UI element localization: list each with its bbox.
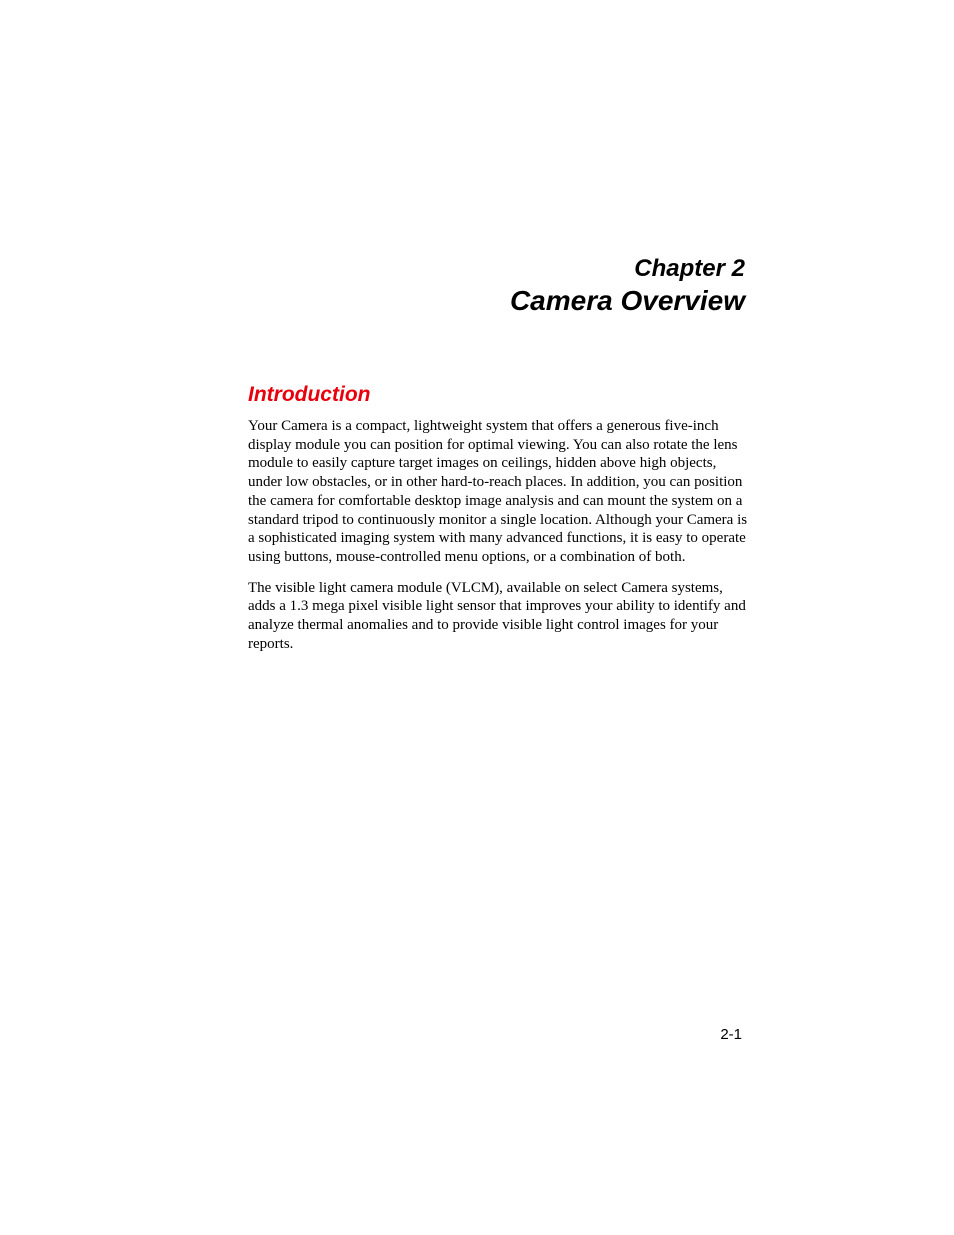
chapter-title: Camera Overview	[509, 285, 745, 316]
section-body	[248, 417, 748, 665]
section-heading: Introduction	[248, 383, 371, 406]
paragraph: The visible light camera module (VLCM), available on select Camera systems, adds a 1.3 mega pixel visible light sensor that improves your ability to identify and analyze thermal anomalies and to provide visible light control images for your reports.	[248, 579, 746, 652]
page-number: 2-1	[720, 1026, 742, 1043]
chapter-heading	[510, 254, 745, 317]
chapter-number: Chapter 2	[634, 255, 745, 282]
paragraph: Your Camera is a compact, lightweight system that offers a generous five-inch display module you can position for optimal viewing. You can also rotate the lens module to easily capture target images on ceilings, hidden above high objects, under low obstacles, or in other hard-to-reach places. In addition, you can position the camera for comfortable desktop image analysis and can mount the system on a standard tripod to continuously monitor a single location. Although your Camera is a sophisticated imaging system with many advanced functions, it is easy to operate using buttons, mouse-controlled menu options, or a combination of both.	[248, 418, 748, 565]
